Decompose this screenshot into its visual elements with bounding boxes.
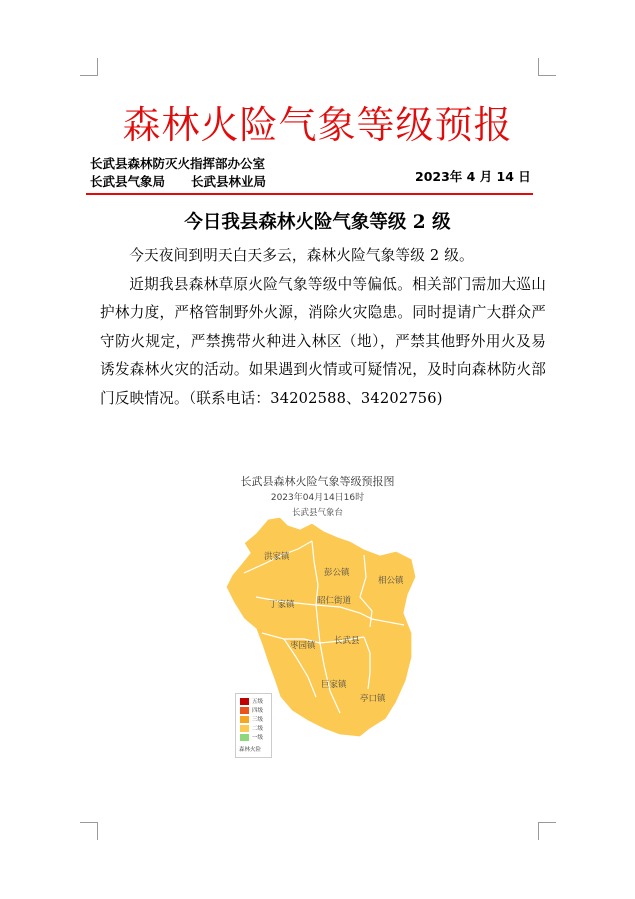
issuer-meteorology: 长武县气象局	[90, 174, 166, 189]
legend-item-level-2	[240, 725, 268, 732]
header-divider	[86, 193, 533, 195]
legend-swatch	[240, 725, 249, 732]
legend-item-level-4	[240, 707, 268, 714]
issuer-line-2	[90, 173, 266, 190]
article-body	[100, 242, 546, 414]
map-title: 长武县森林火险气象等级预报图	[240, 475, 395, 488]
crop-mark-top-right	[538, 58, 556, 76]
legend-swatch	[240, 734, 249, 741]
legend-item-level-5	[240, 698, 268, 705]
legend-swatch	[240, 707, 249, 714]
document-title: 森林火险气象等级预报	[122, 103, 513, 147]
legend-label: 二级	[252, 726, 264, 732]
article-subtitle: 今日我县森林火险气象等级 2 级	[184, 212, 451, 233]
town-label-zhaoren: 昭仁街道	[317, 596, 352, 606]
issue-date: 2023年 4 月 14 日	[415, 169, 531, 184]
legend-title: 森林火险	[239, 747, 262, 753]
legend-swatch	[240, 698, 249, 705]
crop-mark-bottom-left	[80, 822, 98, 840]
issuer-line-1: 长武县森林防灭火指挥部办公室	[90, 156, 266, 171]
legend-swatch	[240, 716, 249, 723]
town-label-jujia: 巨家镇	[321, 680, 347, 690]
map-source: 长武县气象台	[291, 508, 343, 518]
legend-item-level-1	[240, 734, 268, 741]
town-label-xianggong: 相公镇	[378, 576, 404, 586]
legend-label: 三级	[252, 717, 264, 723]
town-label-dingjia: 丁家镇	[269, 600, 295, 610]
crop-mark-bottom-right	[538, 822, 556, 840]
paragraph-advice: 近期我县森林草原火险气象等级中等偏低。相关部门需加大巡山护林力度，严格管制野外火源，消除火灾隐患。同时提请广大群众严守防火规定，严禁携带火种进入林区（地），严禁其他野外用火及易诱发森林火灾的活动。如果遇到火情或可疑情况，及时向森林防火部门反映情况。（联系电话：34202588、34202756)	[100, 275, 546, 407]
town-label-zaoyuan: 枣园镇	[290, 641, 316, 651]
paragraph-forecast: 今天夜间到明天白天多云，森林火险气象等级 2 级。	[129, 247, 474, 264]
legend-label: 五级	[252, 699, 264, 705]
legend-label: 四级	[252, 708, 264, 714]
town-label-hongjia: 洪家镇	[264, 552, 290, 562]
town-label-changwu: 长武县	[334, 636, 360, 646]
town-label-tingkou: 亭口镇	[360, 694, 386, 704]
map-time: 2023年04月14日16时	[270, 493, 365, 503]
crop-mark-top-left	[80, 58, 98, 76]
issuer-forestry: 长武县林业局	[191, 174, 267, 189]
legend-label: 一级	[252, 735, 264, 741]
town-label-penggong: 彭公镇	[324, 568, 350, 578]
legend-item-level-3	[240, 716, 268, 723]
map-legend	[235, 693, 272, 758]
